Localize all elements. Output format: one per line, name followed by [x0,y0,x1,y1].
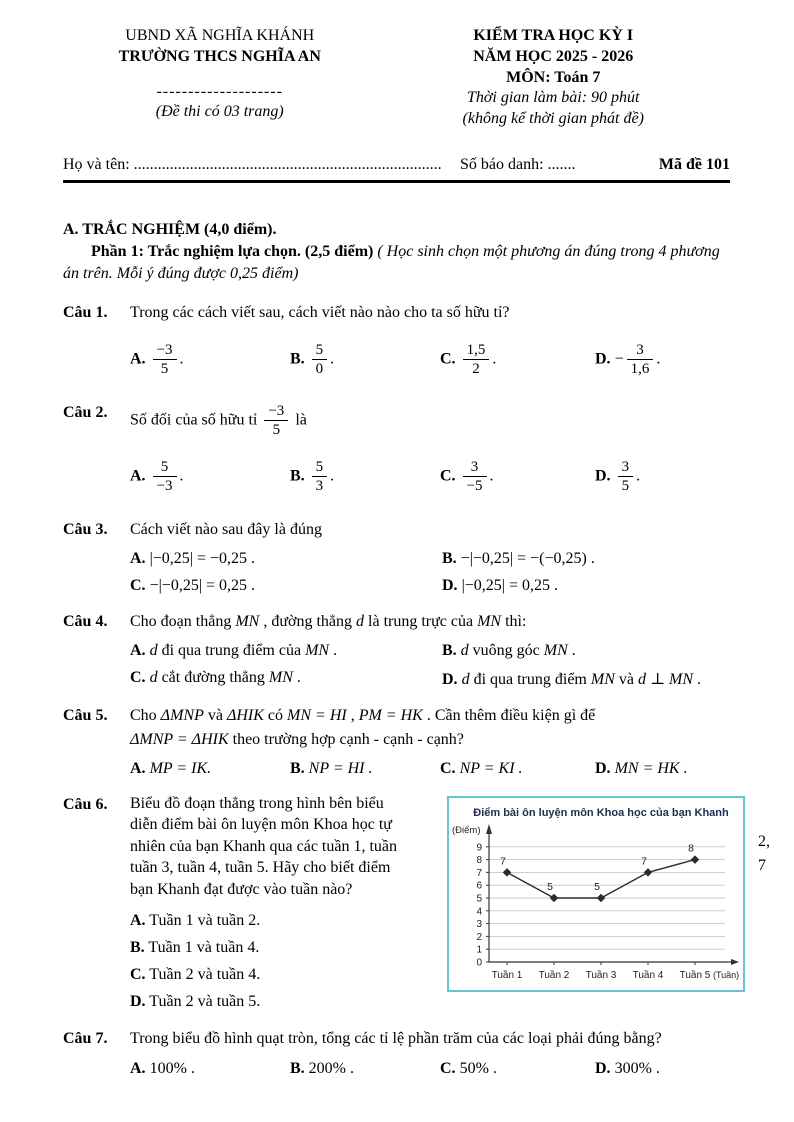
question-2-options [63,451,730,503]
line-chart-svg [449,798,743,990]
svg-text:8: 8 [476,854,482,866]
option-d: D. Tuần 2 và tuần 5. [130,993,261,1011]
option-c: C. d cắt đường thẳng MN . [130,669,301,687]
part1-heading: Phần 1: Trắc nghiệm lựa chọn. (2,5 điểm) [91,242,374,260]
svg-text:7: 7 [641,855,647,868]
option-d: D. d đi qua trung điểm MN và d ⊥ MN . [442,671,702,689]
question-7 [63,1027,730,1050]
part1-intro [63,241,730,286]
question-4-options-row-2 [63,669,730,689]
fraction-denominator: −5 [466,478,483,495]
fraction [463,459,487,495]
svg-text:7: 7 [500,855,506,868]
part1-instructions: ( Học sinh chọn một phương án đúng trong 4 phương án trên. Mỗi ý đúng được 0,25 điểm) [63,242,720,283]
fraction-denominator: 5 [621,478,630,495]
header [63,26,730,130]
question-6-label: Câu 6. [63,795,108,813]
question-7-label: Câu 7. [63,1030,108,1048]
option-d: D. |−0,25| = 0,25 . [442,577,559,595]
option-d: D. $\frac{3}{5}$ . [595,458,641,495]
svg-text:Tuần 4: Tuần 4 [632,969,664,981]
option-c: C. 50% . [440,1060,497,1078]
svg-text:7: 7 [476,867,482,879]
fraction-numerator: 3 [463,459,487,478]
fraction [312,459,328,495]
svg-text:Tuần 3: Tuần 3 [585,969,617,981]
svg-text:2: 2 [476,931,482,943]
line-chart-figure [447,796,745,992]
question-3 [63,518,730,541]
svg-text:5: 5 [547,880,553,893]
svg-text:4: 4 [476,906,482,918]
option-d: D. − $\frac{3}{1,6}$ . [595,341,661,378]
fraction-denominator: 1,6 [630,361,650,378]
option-d: D. 300% . [595,1060,660,1078]
option-a: A. 100% . [130,1060,195,1078]
question-1 [63,301,730,324]
question-6-text-line: diễn điểm bài ôn luyện môn Khoa học tự [130,816,392,834]
question-3-options-row-2 [63,577,730,595]
fraction-denominator: 5 [272,422,281,439]
question-4: Câu 4. Cho đoạn thẳng MN , đường thẳng d là trung trực của MN thì: [63,610,730,633]
fraction-numerator: 1,5 [463,342,490,361]
option-c: C. $\frac{1,5}{2}$ . [440,341,497,378]
svg-text:Điểm bài ôn luyện môn Khoa học: Điểm bài ôn luyện môn Khoa học của bạn Khanh [473,806,729,819]
svg-text:Tuần 1: Tuần 1 [491,969,523,981]
question-1-text: Trong các cách viết sau, cách viết nào nào cho ta số hữu tỉ? [130,303,510,321]
question-3-label: Câu 3. [63,520,108,538]
svg-text:1: 1 [476,944,482,956]
question-5-line-1: Cho ΔMNP và ΔHIK có MN = HI , PM = HK . Cần thêm điều kiện gì để [130,707,596,725]
option-a: A. d đi qua trung điểm của MN . [130,642,338,660]
wrapped-text-fragment: 2, [758,832,770,850]
question-6-text-line: bạn Khanh đạt được vào tuần nào? [130,880,353,898]
header-left [63,26,376,130]
question-2: Câu 2. Số đối của số hữu tỉ $\frac{-3}{5}$ là [63,402,307,439]
option-b: B. $\frac{5}{3}$ . [290,458,335,495]
question-3-options-row-1 [63,550,730,568]
option-c: C. NP = KI . [440,759,523,777]
question-3-text: Cách viết nào sau đây là đúng [130,520,322,538]
svg-text:0: 0 [476,957,482,969]
svg-text:6: 6 [476,880,482,892]
svg-text:5: 5 [594,880,600,893]
subject: MÔN: Toán 7 [506,68,601,86]
question-5-options [63,760,730,778]
question-6-text-line: Biểu đồ đoạn thẳng trong hình bên biểu [130,794,384,812]
school-year: NĂM HỌC 2025 - 2026 [473,47,634,65]
question-4-options-row-1 [63,642,730,660]
fraction-numerator: 5 [153,459,177,478]
svg-text:Tuần 5: Tuần 5 [679,969,711,981]
option-a: A. $\frac{5}{-3}$ . [130,458,184,495]
page-count-note: (Đề thi có 03 trang) [155,103,284,121]
wrapped-text-fragment: 7 [758,856,766,874]
option-a: A. Tuần 1 và tuần 2. [130,912,261,930]
fraction [264,403,288,439]
svg-text:(Điểm): (Điểm) [452,824,481,836]
option-b: B. Tuần 1 và tuần 4. [130,939,260,957]
fraction [153,459,177,495]
exam-code: Mã đề 101 [658,155,730,173]
option-b: B. 200% . [290,1060,354,1078]
question-2-label: Câu 2. [63,403,108,421]
option-d: D. MN = HK . [595,759,688,777]
fraction-numerator: 5 [312,459,328,478]
name-field: Họ và tên: ............................................................................. [63,155,442,173]
question-1-options [63,334,730,386]
question-2-text: Số đối của số hữu tỉ [130,411,258,429]
question-6-text-line: tuần 3, tuần 4, tuần 5. Hãy cho biết điểm [130,859,391,877]
fraction [312,342,328,378]
fraction [618,459,634,495]
candidate-row [63,156,730,174]
question-6-text-line: nhiên của bạn Khanh qua các tuần 1, tuần [130,837,398,855]
option-a: A. |−0,25| = −0,25 . [130,550,256,568]
section-a-title: A. TRẮC NGHIỆM (4,0 điểm). [63,220,277,238]
fraction-numerator: −3 [264,403,288,422]
exam-title: KIỂM TRA HỌC KỲ I [473,27,634,44]
duration: Thời gian làm bài: 90 phút [466,89,640,107]
fraction-denominator: −3 [156,478,173,495]
school-name: TRƯỜNG THCS NGHĨA AN [118,47,321,65]
issuing-authority: UBND XÃ NGHĨA KHÁNH [125,27,315,44]
fraction [463,342,490,378]
option-b: B. d vuông góc MN . [442,642,576,660]
question-4-label: Câu 4. [63,613,108,631]
fraction-denominator: 0 [315,361,324,378]
option-b: B. $\frac{5}{0}$ . [290,341,335,378]
candidate-number-field: Số báo danh: ....... [460,155,576,173]
header-rule [63,180,730,183]
header-right [376,26,730,130]
fraction [627,342,654,378]
fraction-numerator: −3 [153,342,177,361]
question-6 [63,793,770,1013]
svg-text:5: 5 [476,893,482,905]
question-7-text: Trong biểu đồ hình quạt tròn, tổng các tỉ lệ phần trăm của các loại phải đúng bằng? [130,1030,662,1048]
svg-text:8: 8 [688,842,694,855]
option-c: C. Tuần 2 và tuần 4. [130,966,261,984]
option-b: B. −|−0,25| = −(−0,25) . [442,550,595,568]
fraction-numerator: 5 [312,342,328,361]
option-c: C. $\frac{3}{-5}$ . [440,458,494,495]
question-1-label: Câu 1. [63,303,108,321]
question-7-options [63,1060,730,1078]
svg-text:3: 3 [476,918,482,930]
option-a: A. $\frac{-3}{5}$ . [130,341,184,378]
fraction-denominator: 5 [160,361,169,378]
question-5 [63,704,730,750]
fraction-numerator: 3 [618,459,634,478]
fraction-denominator: 3 [315,478,324,495]
svg-text:Tuần 2: Tuần 2 [538,969,570,981]
duration-note: (không kể thời gian phát đề) [462,110,644,128]
question-5-label: Câu 5. [63,707,108,725]
option-a: A. MP = IK. [130,759,212,777]
fraction [153,342,177,378]
divider-dashes: -------------------- [156,82,284,100]
svg-text:9: 9 [476,842,482,854]
option-c: C. −|−0,25| = 0,25 . [130,577,256,595]
fraction-denominator: 2 [472,361,480,378]
svg-text:(Tuần): (Tuần) [713,969,740,980]
question-5-line-2: ΔMNP = ΔHIK theo trường hợp cạnh - cạnh - cạnh? [130,730,464,748]
option-b: B. NP = HI . [290,759,373,777]
fraction-numerator: 3 [627,342,654,361]
